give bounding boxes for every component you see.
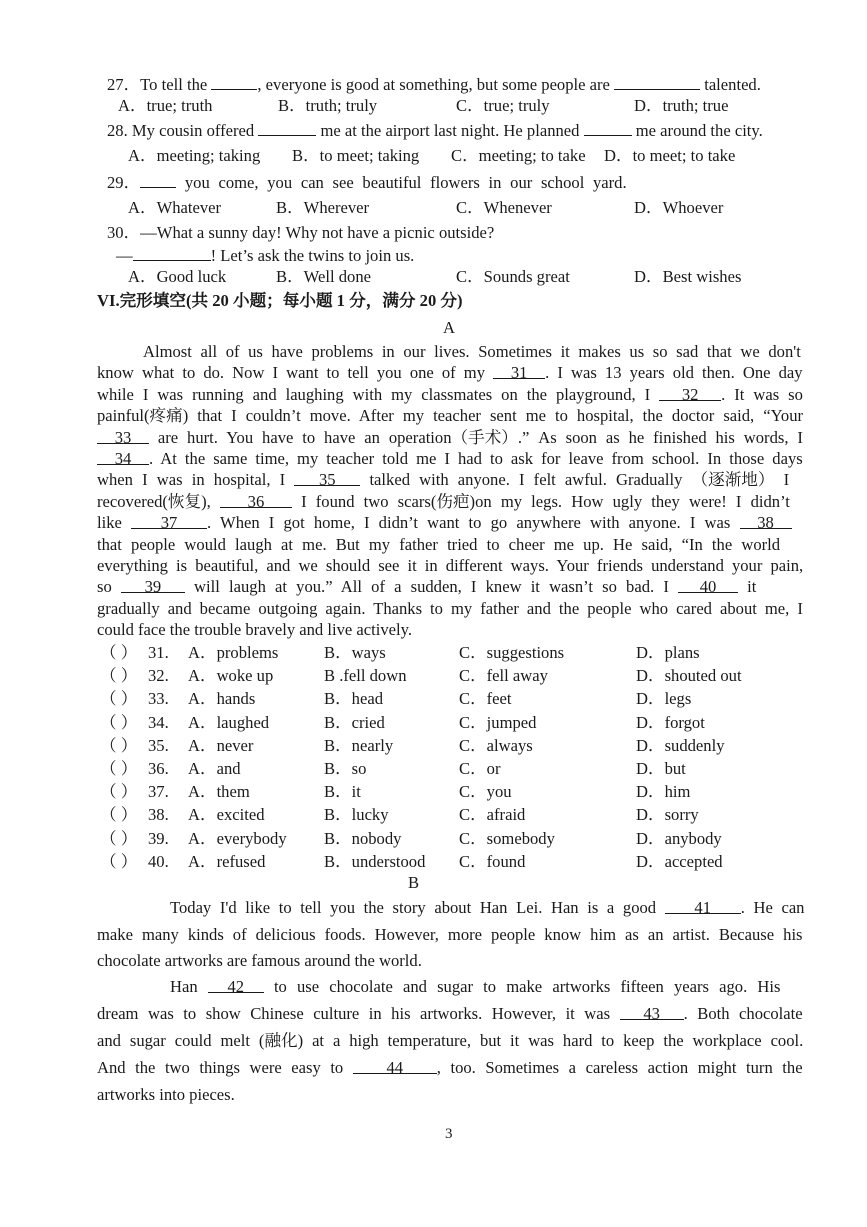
passage-b-line — [97, 1031, 803, 1051]
question-28-option: B．to meet; taking — [292, 146, 420, 165]
choice-option-b: B．understood — [324, 851, 426, 871]
passage-a-line-text: will laugh at you.” All of a sudden, I knew it wasn’t so bad. I — [184, 577, 678, 597]
passage-b-line — [170, 977, 780, 997]
passage-b-line-text: chocolate artworks are famous around the world. — [97, 951, 422, 970]
choice-bracket: （ ） — [100, 643, 138, 662]
passage-a-line-text: recovered(恢复), — [97, 491, 220, 511]
passage-b-label: B — [408, 873, 420, 892]
passage-a-line — [97, 428, 803, 448]
passage-a-line-text: when I was in hospital, I — [97, 470, 295, 490]
question-27-stem-text: talented. — [700, 75, 761, 94]
choice-option-c: C．or — [459, 759, 501, 778]
passage-b-line-text: dream was to show Chinese culture in his artworks. However, it was — [97, 1004, 620, 1023]
choice-option-d: D．but — [636, 759, 686, 778]
passage-b-line-text: . Both chocolate — [683, 1004, 803, 1023]
passage-a-line — [97, 406, 803, 426]
question-28-stem-text: 28. My cousin offered — [107, 121, 259, 140]
passage-b-line-text: artworks into pieces. — [97, 1085, 235, 1104]
choice-number: 36. — [148, 759, 169, 778]
passage-a-line — [97, 385, 803, 405]
choice-option-a: A．everybody — [188, 828, 287, 848]
passage-a-line — [97, 470, 789, 490]
choice-number: 32. — [148, 666, 169, 686]
answer-blank: 34 — [97, 449, 149, 465]
question-27-option: A．true; truth — [118, 96, 213, 115]
question-30-stem: 30．—What a sunny day! Why not have a picnic outside? — [107, 223, 495, 242]
answer-blank: 35 — [294, 470, 360, 486]
choice-option-a: A．and — [188, 759, 241, 778]
passage-a-line-text: could face the trouble bravely and live actively. — [97, 620, 412, 640]
choice-option-c: C．suggestions — [459, 643, 565, 662]
choice-bracket: （ ） — [100, 851, 138, 871]
answer-blank: 41 — [665, 898, 741, 914]
choice-option-a: A．never — [188, 735, 254, 755]
answer-blank — [140, 172, 176, 188]
choice-bracket: （ ） — [100, 689, 138, 709]
question-27-option: C．true; truly — [456, 96, 550, 115]
passage-b-line — [97, 1085, 235, 1105]
question-28-stem — [107, 120, 763, 141]
choice-number: 34. — [148, 712, 169, 732]
choice-option-b: B．nearly — [324, 735, 394, 755]
choice-number: 31. — [148, 643, 169, 662]
question-29-stem — [107, 172, 627, 193]
passage-b-line-text: , too. Sometimes a careless action might turn the — [436, 1058, 803, 1077]
choice-option-d: D．forgot — [636, 712, 705, 732]
choice-option-c: C．fell away — [459, 666, 548, 686]
passage-a-line — [97, 620, 412, 640]
passage-b-line-text: . He can — [740, 898, 805, 917]
question-28-stem-text: me at the airport last night. He planned — [316, 121, 584, 140]
question-27-stem-text: , everyone is good at something, but some people are — [257, 75, 615, 94]
passage-a-line — [97, 449, 803, 469]
passage-b-line-text: and sugar could melt (融化) at a high temperature, but it was hard to keep the workplace cool. — [97, 1031, 804, 1050]
choice-option-d: D．sorry — [636, 805, 699, 825]
answer-blank: 33 — [97, 428, 149, 444]
question-30-option: D．Best wishes — [634, 267, 742, 286]
passage-a-line-text: like — [97, 513, 132, 533]
choice-bracket: （ ） — [100, 805, 138, 825]
choice-bracket: （ ） — [100, 666, 138, 686]
passage-a-line-text: . It was so — [721, 384, 803, 404]
passage-a-line — [97, 535, 780, 555]
passage-a-line-text: . When I got home, I didn’t want to go anywhere with anyone. I was — [207, 513, 740, 533]
passage-a-line-text: . I was 13 years old then. One day — [545, 363, 803, 383]
choice-bracket: （ ） — [100, 782, 138, 802]
passage-b-line-text: Han — [170, 977, 208, 996]
passage-b-line-text: to use chocolate and sugar to make artworks fifteen years ago. His — [263, 977, 781, 996]
answer-blank — [258, 120, 316, 136]
answer-blank — [211, 74, 257, 90]
choice-number: 33. — [148, 689, 169, 709]
answer-blank: 39 — [121, 577, 185, 593]
question-29-option: B．Wherever — [276, 198, 370, 217]
answer-blank: 42 — [208, 977, 264, 993]
choice-option-d: D．him — [636, 782, 691, 802]
question-27-option: D．truth; true — [634, 96, 729, 115]
passage-a-line-text: are hurt. You have to have an operation（手术）.” As soon as he finished his words, I — [149, 427, 803, 447]
choice-number: 40. — [148, 851, 169, 871]
section-vi-heading: VI.完形填空(共 20 小题；每小题 1 分，满分 20 分) — [97, 291, 463, 310]
question-30-reply-text: ! Let’s ask the twins to join us. — [210, 246, 415, 265]
passage-b-line — [97, 1004, 803, 1024]
passage-a-line — [97, 577, 756, 597]
question-30-option: A．Good luck — [128, 267, 227, 286]
passage-a-line — [97, 492, 790, 512]
question-28-option: C．meeting; to take — [451, 146, 586, 165]
choice-bracket: （ ） — [100, 735, 138, 755]
question-28-stem-text: me around the city. — [631, 121, 763, 140]
choice-option-b: B．nobody — [324, 828, 402, 848]
choice-option-b: B．cried — [324, 712, 385, 732]
choice-option-b: B．so — [324, 759, 367, 778]
passage-a-line-text: everything is beautiful, and we should see it in different ways. Your friends understand your pain, — [97, 556, 804, 575]
question-30-reply — [116, 245, 414, 266]
choice-option-c: C．always — [459, 735, 533, 755]
choice-option-c: C．afraid — [459, 805, 526, 825]
passage-a-line-text: talked with anyone. I felt awful. Gradually （逐渐地） I — [360, 470, 790, 490]
question-30-option: B．Well done — [276, 267, 371, 286]
choice-option-b: B .fell down — [324, 666, 407, 686]
question-27-stem-text: 27．To tell the — [107, 75, 212, 94]
choice-option-a: A．excited — [188, 805, 265, 825]
passage-a-line-text: painful(疼痛) that I couldn’t move. After my teacher sent me to hospital, the doctor said, “Your — [97, 406, 804, 426]
choice-option-c: C．jumped — [459, 712, 537, 732]
choice-option-b: B．lucky — [324, 805, 389, 825]
choice-option-a: A．hands — [188, 689, 256, 709]
choice-option-a: A．problems — [188, 643, 279, 662]
answer-blank: 38 — [740, 513, 792, 529]
choice-bracket: （ ） — [100, 712, 138, 732]
passage-a-line-text: gradually and became outgoing again. Thanks to my father and the people who cared about me, I — [97, 598, 803, 618]
answer-blank: 36 — [220, 492, 292, 508]
passage-b-line — [170, 898, 804, 918]
question-29-option: C．Whenever — [456, 198, 552, 217]
choice-option-b: B．ways — [324, 643, 386, 662]
answer-blank: 43 — [620, 1004, 684, 1020]
passage-a-line — [97, 513, 792, 533]
choice-number: 38. — [148, 805, 169, 825]
question-29-option: A．Whatever — [128, 198, 222, 217]
choice-option-d: D．suddenly — [636, 735, 725, 755]
choice-option-d: D．anybody — [636, 828, 722, 848]
passage-b-line — [97, 951, 422, 971]
answer-blank — [133, 245, 211, 261]
choice-option-a: A．laughed — [188, 712, 270, 732]
passage-a-line-text: that people would laugh at me. But my father tried to cheer me up. He said, “In the world — [97, 534, 781, 554]
choice-bracket: （ ） — [100, 828, 138, 848]
choice-option-b: B．head — [324, 689, 383, 709]
choice-option-c: C．you — [459, 782, 512, 802]
passage-b-line — [97, 1058, 803, 1078]
passage-a-line-text: while I was running and laughing with my classmates on the playground, I — [97, 384, 660, 404]
passage-a-line-text: know what to do. Now I want to tell you one of my — [97, 363, 494, 383]
choice-option-a: A．woke up — [188, 666, 274, 686]
choice-option-a: A．them — [188, 782, 250, 802]
answer-blank — [614, 74, 700, 90]
choice-option-c: C．somebody — [459, 828, 555, 848]
passage-b-line-text: make many kinds of delicious foods. However, more people know him as an artist. Because his — [97, 925, 803, 944]
question-27-stem — [107, 74, 761, 95]
page-number: 3 — [445, 1126, 453, 1142]
question-28-option: A．meeting; taking — [128, 146, 261, 165]
passage-a-line-text: . At the same time, my teacher told me I had to ask for leave from school. In those days — [149, 449, 803, 468]
choice-option-d: D．plans — [636, 643, 700, 662]
choice-bracket: （ ） — [100, 759, 138, 778]
choice-option-a: A．refused — [188, 851, 266, 871]
answer-blank: 40 — [678, 577, 738, 593]
choice-option-c: C．found — [459, 851, 526, 871]
question-29-stem-text: you come, you can see beautiful flowers in our school yard. — [176, 173, 627, 192]
choice-option-b: B．it — [324, 782, 361, 802]
question-30-option: C．Sounds great — [456, 267, 570, 286]
passage-a-label: A — [443, 318, 455, 337]
choice-option-d: D．legs — [636, 689, 692, 709]
passage-b-line-text: And the two things were easy to — [97, 1058, 353, 1077]
passage-a-line — [97, 556, 803, 576]
passage-a-line-text: it — [738, 577, 757, 597]
passage-a-line-text: so — [97, 577, 121, 597]
choice-number: 35. — [148, 735, 169, 755]
answer-blank: 31 — [493, 363, 545, 379]
question-29-stem-text: 29． — [107, 173, 141, 192]
answer-blank — [584, 120, 632, 136]
question-30-reply-text: — — [116, 246, 133, 265]
passage-a-line — [143, 342, 801, 362]
question-29-option: D．Whoever — [634, 198, 724, 217]
question-28-option: D．to meet; to take — [604, 146, 736, 165]
passage-a-line — [97, 363, 803, 383]
passage-a-line-text: Almost all of us have problems in our lives. Sometimes it makes us so sad that we don't — [143, 342, 801, 361]
choice-number: 39. — [148, 828, 169, 848]
answer-blank: 32 — [659, 385, 721, 401]
answer-blank: 37 — [131, 513, 207, 529]
choice-option-d: D．accepted — [636, 851, 723, 871]
passage-b-line-text: Today I'd like to tell you the story about Han Lei. Han is a good — [170, 898, 665, 917]
passage-b-line — [97, 925, 803, 945]
choice-number: 37. — [148, 782, 169, 802]
choice-option-d: D．shouted out — [636, 666, 742, 686]
answer-blank: 44 — [353, 1058, 437, 1074]
passage-a-line — [97, 599, 803, 619]
passage-a-line-text: I found two scars(伤疤)on my legs. How ugly they were! I didn’t — [291, 491, 790, 511]
choice-option-c: C．feet — [459, 689, 512, 709]
question-27-option: B．truth; truly — [278, 96, 378, 115]
